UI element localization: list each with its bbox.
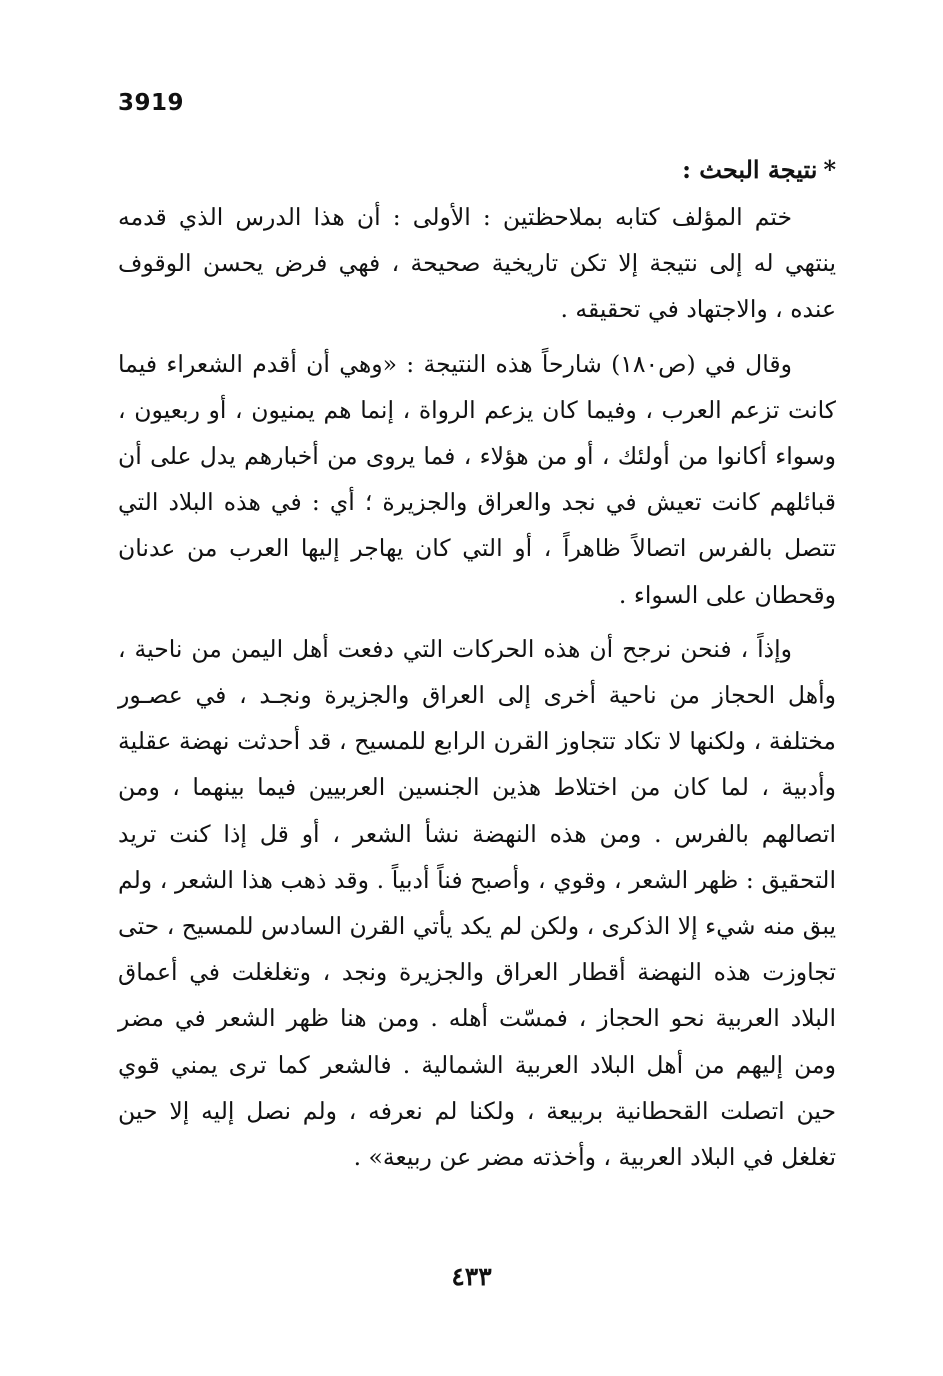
paragraph-3: وإذاً ، فنحن نرجح أن هذه الحركات التي دفعت أهل اليمن من ناحية ، وأهل الحجاز من ناحية أخرى إلى العراق والجزيرة ونجـد ، في عصـور مختلفة ، ولكنها لا تكاد تتجاوز القرن الرابع للمسيح ، قد أحدثت نهضة عقلية وأدبية ، لما كان من اختلاط هذين الجنسين العربيين فيما بينهما ، ومن اتصالهم بالفرس . ومن هذه النهضة نشأ الشعر ، أو قل إذا كنت تريد التحقيق : ظهر الشعر ، وقوي ، وأصبح فناً أدبياً . وقد ذهب هذا الشعر ، ولم يبق منه شيء إلا الذكرى ، ولكن لم يكد يأتي القرن السادس للمسيح ، حتى تجاوزت هذه النهضة أقطار العراق والجزيرة ونجد ، وتغلغلت في أعماق البلاد العربية نحو الحجاز ، فمسّت أهله . ومن هنا ظهر الشعر في مضر ومن إليهم من أهل البلاد العربية الشمالية . فالشعر كما ترى يمني قوي حين اتصلت القحطانية بربيعة ، ولكنا لم نعرفه ، ولم نصل إليه إلا حين تغلغل في البلاد العربية ، وأخذته مضر عن ربيعة» . (118, 634, 836, 1172)
section-heading-text: نتيجة البحث : (682, 155, 818, 184)
paragraph-1: ختم المؤلف كتابه بملاحظتين : الأولى : أن هذا الدرس الذي قدمه ينتهي له إلى نتيجة إلا تكن تاريخية صحيحة ، فهي فرض يحسن الوقوف عنده ، والاجتهاد في تحقيقه . (118, 203, 836, 324)
heading-star-marker: * (823, 155, 836, 184)
section-heading (118, 148, 836, 192)
text-body (118, 148, 836, 1188)
reference-number: 3919 (118, 90, 185, 116)
paragraph-2: وقال في (ص١٨٠) شارحاً هذه النتيجة : «وهي أن أقدم الشعراء فيما كانت تزعم العرب ، وفيما كان يزعم الرواة ، إنما هم يمنيون ، أو ربعيون ، وسواء أكانوا من أولئك ، أو من هؤلاء ، فما يروى من أخبارهم يدل على أن قبائلهم كانت تعيش في نجد والعراق والجزيرة ؛ أي : في هذه البلاد التي تتصل بالفرس اتصالاً ظاهراً ، أو التي كان يهاجر إليها العرب من عدنان وقحطان على السواء . (118, 349, 836, 609)
page-number: ٤٣٣ (451, 1262, 492, 1291)
